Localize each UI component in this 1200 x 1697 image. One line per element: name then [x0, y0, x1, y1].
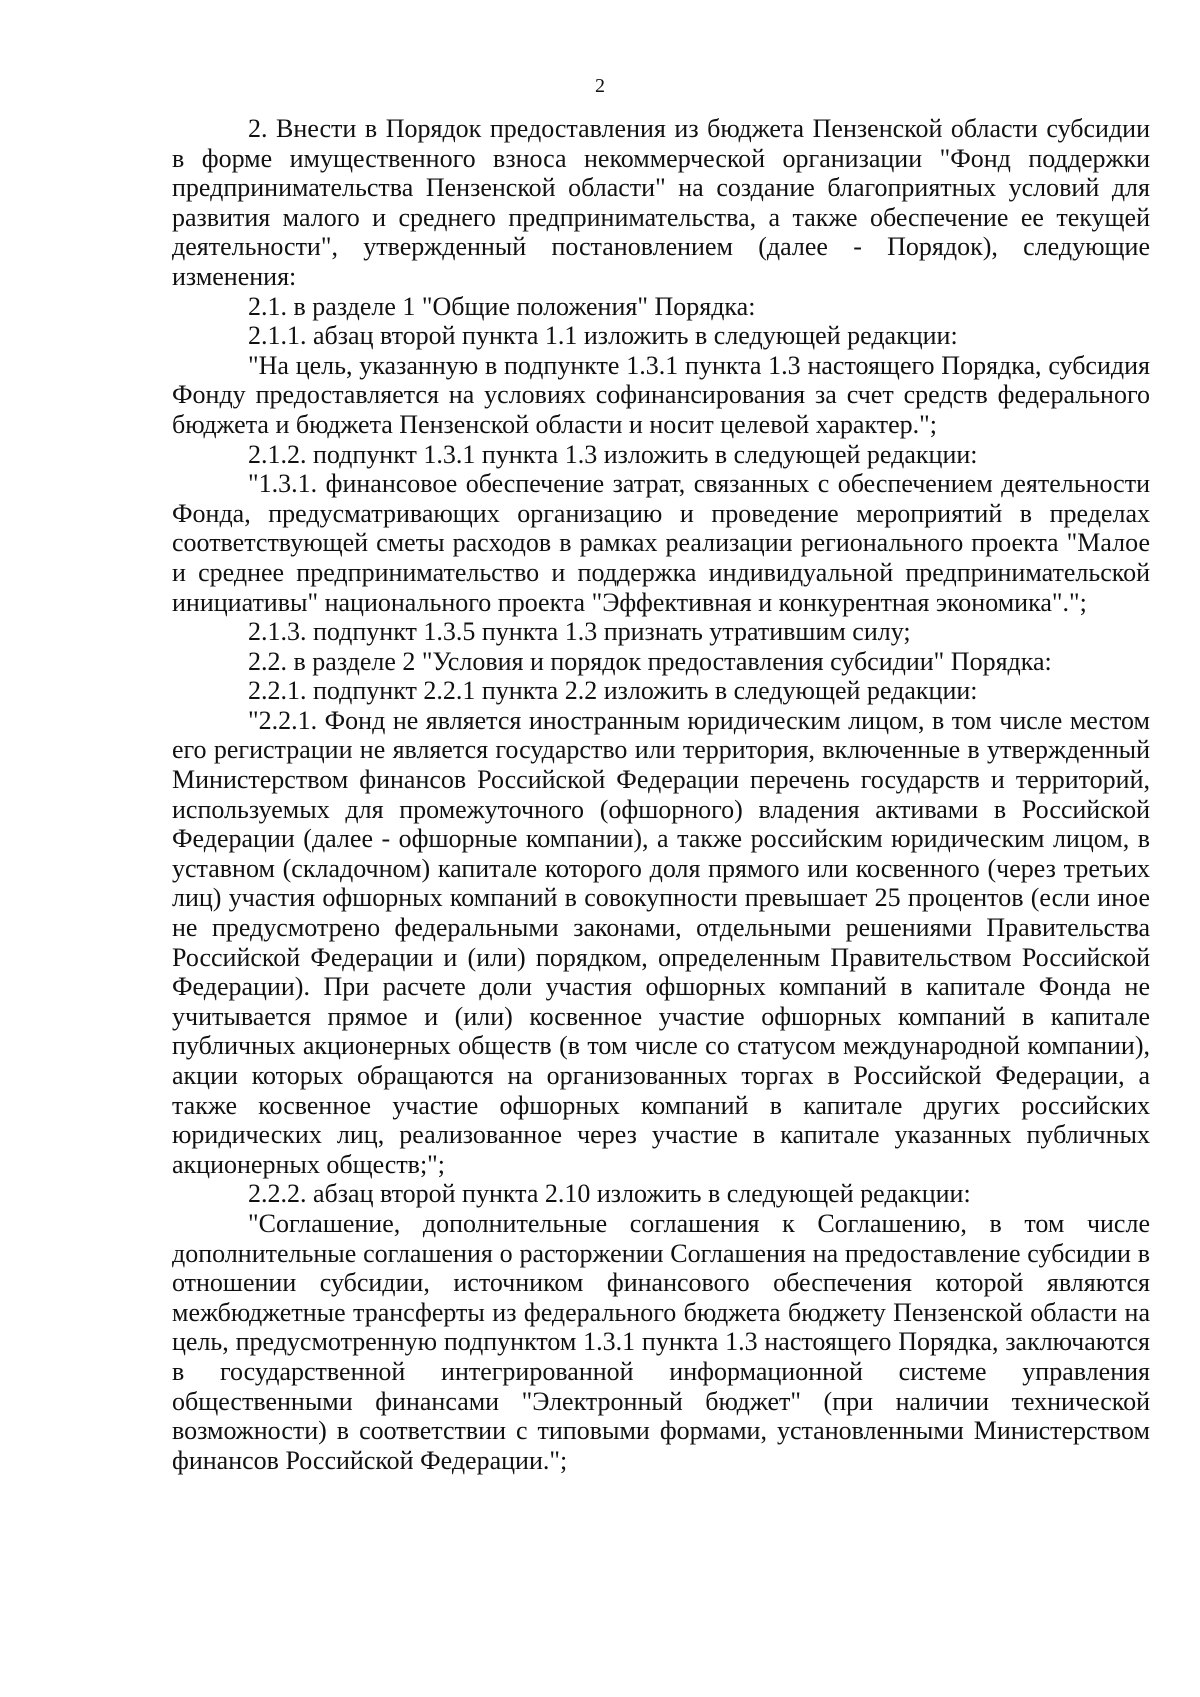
paragraph-quote-2-2-1: "2.2.1. Фонд не является иностранным юридическим лицом, в том числе местом его регистрации не является государство или территория, включенные в утвержденный Министерством финансов Российской Федерации перечень государств и территорий, используемых для промежуточного (офшорного) владения активами в Российской Федерации (далее - офшорные компании), а также российским юридическим лицом, в уставном (складочном) капитале которого доля прямого или косвенного (через третьих лиц) участия офшорных компаний в совокупности превышает 25 процентов (если иное не предусмотрено федеральными законами, отдельными решениями Правительства Российской Федерации и (или) порядком, определенным Правительством Российской Федерации). При расчете доли участия офшорных компаний в капитале Фонда не учитывается прямое и (или) косвенное участие офшорных компаний в капитале публичных акционерных обществ (в том числе со статусом международной компании), акции которых обращаются на организованных торгах в Российской Федерации, а также косвенное участие офшорных компаний в капитале других российских юридических лиц, реализованное через участие в капитале указанных публичных акционерных обществ;";: [172, 705, 1150, 1179]
document-body: [172, 114, 1150, 1475]
paragraph-2-1-2: 2.1.2. подпункт 1.3.1 пункта 1.3 изложить в следующей редакции:: [248, 439, 978, 469]
paragraph-2-1: 2.1. в разделе 1 "Общие положения" Порядка:: [248, 291, 756, 321]
paragraph-2-2-2: 2.2.2. абзац второй пункта 2.10 изложить в следующей редакции:: [248, 1179, 971, 1209]
paragraph-quote-1-1: "На цель, указанную в подпункте 1.3.1 пункта 1.3 настоящего Порядка, субсидия Фонду предоставляется на условиях софинансирования за счет средств федерального бюджета и бюджета Пензенской области и носит целевой характер.";: [172, 350, 1150, 439]
paragraph-2-1-1: 2.1.1. абзац второй пункта 1.1 изложить в следующей редакции:: [248, 321, 958, 351]
page-number: 2: [595, 75, 605, 97]
paragraph-quote-1-3-1: "1.3.1. финансовое обеспечение затрат, связанных с обеспечением деятельности Фонда, предусматривающих организацию и проведение мероприятий в пределах соответствующей сметы расходов в рамках реализации регионального проекта "Малое и среднее предпринимательство и поддержка индивидуальной предпринимательской инициативы" национального проекта "Эффективная и конкурентная экономика".";: [172, 469, 1150, 617]
paragraph-2-1-3: 2.1.3. подпункт 1.3.5 пункта 1.3 признать утратившим силу;: [248, 617, 911, 647]
paragraph-2-2-1: 2.2.1. подпункт 2.2.1 пункта 2.2 изложить в следующей редакции:: [248, 676, 978, 706]
paragraph-2-2: 2.2. в разделе 2 "Условия и порядок предоставления субсидии" Порядка:: [248, 646, 1052, 676]
paragraph-amendment-intro: 2. Внести в Порядок предоставления из бюджета Пензенской области субсидии в форме имущественного взноса некоммерческой организации "Фонд поддержки предпринимательства Пензенской области" на создание благоприятных условий для развития малого и среднего предпринимательства, а также обеспечение ее текущей деятельности", утвержденный постановлением (далее - Порядок), следующие изменения:: [172, 114, 1150, 291]
paragraph-quote-2-10: "Соглашение, дополнительные соглашения к Соглашению, в том числе дополнительные соглашения о расторжении Соглашения на предоставление субсидии в отношении субсидии, источником финансового обеспечения которой являются межбюджетные трансферты из федерального бюджета бюджету Пензенской области на цель, предусмотренную подпунктом 1.3.1 пункта 1.3 настоящего Порядка, заключаются в государственной интегрированной информационной системе управления общественными финансами "Электронный бюджет" (при наличии технической возможности) в соответствии с типовыми формами, установленными Министерством финансов Российской Федерации.";: [172, 1208, 1150, 1475]
